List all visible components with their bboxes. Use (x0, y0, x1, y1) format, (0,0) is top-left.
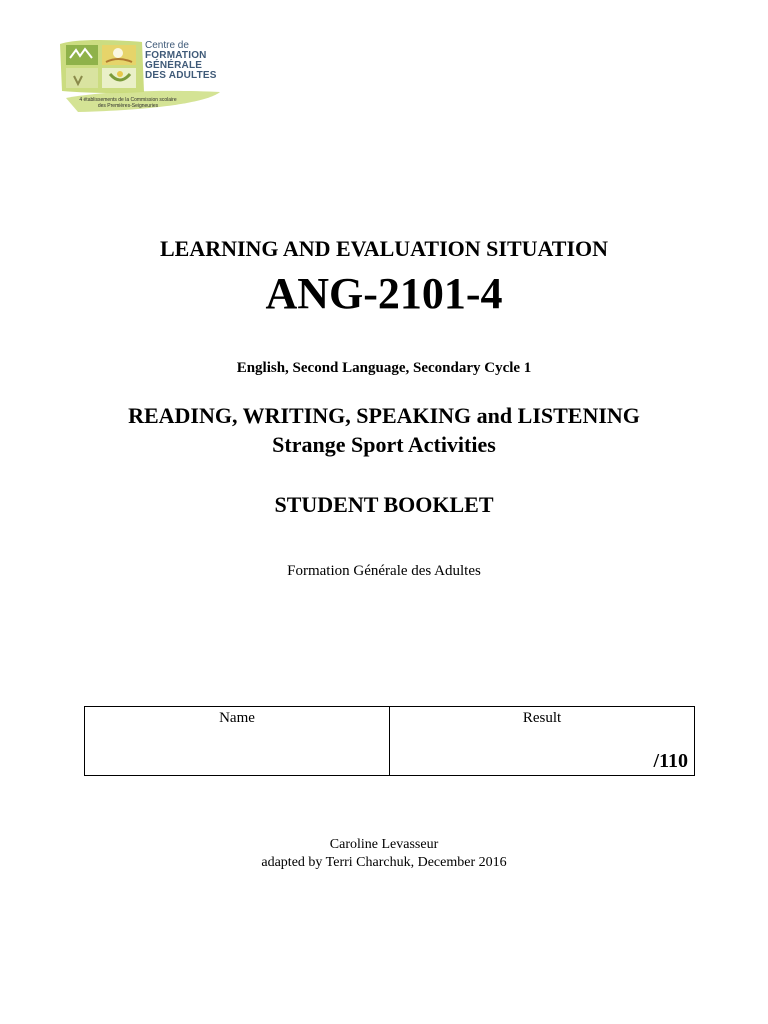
logo-line-1: Centre de (145, 40, 189, 51)
adaptation-credit: adapted by Terri Charchuk, December 2016 (261, 855, 507, 870)
student-info-table (84, 706, 695, 776)
organization-name: Formation Générale des Adultes (287, 563, 481, 579)
document-title: LEARNING AND EVALUATION SITUATION (159, 236, 609, 261)
logo-wordmark (145, 41, 217, 81)
logo-tagline (68, 97, 188, 109)
result-total: /110 (653, 750, 688, 772)
skills-heading (0, 401, 768, 459)
course-code: ANG-2101-4 (265, 269, 503, 318)
logo-tagline-line-1: 4 établissements de la Commission scolaire (79, 97, 177, 103)
table-row (85, 707, 695, 776)
institution-logo (58, 36, 224, 116)
logo-line-4: DES ADULTES (145, 70, 217, 81)
author-credit: Caroline Levasseur (329, 837, 439, 852)
logo-tagline-line-2: des Premières-Seigneuries (97, 103, 159, 109)
result-cell[interactable] (390, 707, 695, 776)
result-label: Result (522, 710, 562, 726)
booklet-heading: STUDENT BOOKLET (274, 492, 494, 517)
logo-line-3: GÉNÉRALE (145, 60, 203, 71)
logo-line-2: FORMATION (145, 50, 207, 61)
theme-label: Strange Sport Activities (272, 432, 496, 457)
name-label: Name (219, 710, 255, 726)
course-subject: English, Second Language, Secondary Cycle 1 (236, 360, 532, 376)
skills-label: READING, WRITING, SPEAKING and LISTENING (128, 403, 640, 428)
name-cell[interactable] (85, 707, 390, 776)
